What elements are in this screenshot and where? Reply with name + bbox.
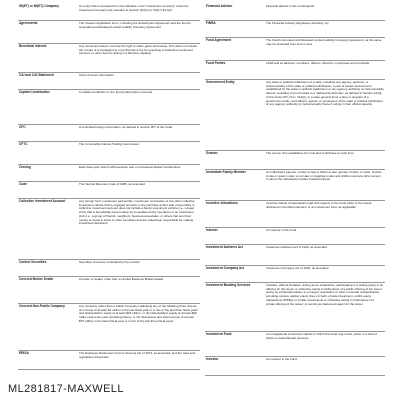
- definition-row: [205, 61, 385, 80]
- definition-row: [18, 73, 200, 90]
- definition-row: [205, 266, 385, 283]
- definition-term: Closing: [19, 165, 31, 169]
- definition-row: [18, 351, 200, 370]
- bates-number: ML281817-MAXWELL: [8, 383, 124, 395]
- definition-term: Covered Broker Dealer: [19, 277, 54, 281]
- definition-term: Investment Advisers Act: [206, 245, 243, 249]
- definition-text: A controlled foreign corporation, as defined in Section 957 of the Code: [79, 125, 173, 129]
- definition-text: The person who establishes the trust and contributes to such trust: [266, 151, 354, 155]
- definition-term: Investment Banking Services: [206, 283, 251, 287]
- definition-term: Agreements: [19, 21, 38, 25]
- definition-text: An individual's parents, mother-in-law or father-in-law, spouse, brother or sister, brother-in-law or sister-in-law, son-in-law or daughter-in-law and children and any other person to whom the individual provides material support: [266, 170, 383, 182]
- definition-row: [205, 245, 385, 266]
- definition-row: [205, 357, 385, 376]
- definition-text: A capital contribution in the Fund (subscription amount): [79, 90, 153, 94]
- definition-text: An investor in the Fund: [266, 357, 297, 361]
- definition-text: The Fund's Amended and Restated Limited Liability Company Agreement, as the same may be amended from time to time: [266, 38, 382, 46]
- definition-term: CAI and CAI Statement: [19, 73, 54, 77]
- definitions-column-left: [18, 4, 200, 370]
- definition-term: Investor: [206, 357, 219, 361]
- definition-text: An entity that is excepted from the definition of an "investment company" under the Investment Company Act pursuant to Section 3(c)(1) or 3(c)(7) thereof: [79, 4, 189, 12]
- definition-row: [205, 80, 385, 151]
- definition-term: Control Securities: [19, 260, 47, 264]
- definition-term: ERISA: [19, 351, 29, 355]
- definition-term: Financial Advisor: [206, 4, 233, 8]
- definition-text: The Internal Revenue Code of 1986, as amended: [79, 182, 145, 186]
- definition-text: Includes, without limitation, acting as an underwriter, participating in a selling group in an offering for the issuer or otherwise acting in furtherance of a public offering of the issuer; acting as a financial adviser in a merger, acquisition or other corporate reorganization; providing venture capital, equity lines of credit, private investment, public equity transactions (PIPEs) or similar investments or otherwise acting in furtherance of a private offering of the issuer; or serving as placement agent for the issuer: [266, 283, 384, 306]
- definition-row: [18, 44, 200, 73]
- definition-row: [205, 151, 385, 170]
- definition-term: Grantor: [206, 151, 218, 155]
- definition-row: [205, 170, 385, 201]
- definition-row: [18, 125, 200, 142]
- definition-text: Incentive-based compensation paid with respect to the Fund (refer to the extent disclosed in the Memorandum) or an investment fund, as applicable: [266, 201, 372, 209]
- definition-row: [205, 38, 385, 61]
- definition-text: Investment Advisers Act of 1940, as amended: [266, 245, 327, 249]
- definition-term: Fund Parties: [206, 61, 226, 65]
- definition-row: [205, 228, 385, 245]
- definition-term: CFC: [19, 125, 26, 129]
- definition-text: LRIIA and its advisors, members, officers, directors, employees and principals: [266, 61, 370, 65]
- definition-term: Beneficial Interest: [19, 44, 47, 48]
- definition-row: [18, 182, 200, 199]
- definition-text: The Employee Retirement Income Security Act of 1974, as amended, and the rules and regulations thereunder: [79, 351, 196, 359]
- definition-text: A broker or dealer, other than a Limited Business Broker-Dealer: [79, 277, 164, 281]
- definition-term: Code: [19, 182, 27, 186]
- definition-row: [205, 201, 385, 228]
- definition-term: Covered Non-Public Company: [19, 304, 65, 308]
- definition-text: The Investor Application Form, including the Subscription Agreement and the Fund's Amended and Restated Limited Liability Company Agreement: [79, 21, 191, 29]
- definition-text: The Financial Industry Regulatory Authority, Inc.: [266, 21, 330, 25]
- definition-text: Securities of issuers controlled by the investor: [79, 260, 141, 264]
- definition-term: Capital Contribution: [19, 90, 50, 94]
- definition-text: Any state or political subdivision of a state, including any agency, authority, or instrumentality of the state or political subdivision; a pool of assets sponsored or established by the state or political subdivision or any agency, authority or instrumentality thereof, including, but not limited to a "defined benefit plan" as defined in Section 414(j) of the Code (26 U.S.C. 414(j)), or a state general fund; a plan or program of a government entity; and officers, agents, or employees of the state or political subdivision or any agency, authority or instrumentality thereof, acting in their official capacity: [266, 80, 384, 107]
- definition-row: [18, 165, 200, 182]
- definition-term: Immediate Family Member: [206, 170, 246, 174]
- definition-term: Investment Fund: [206, 332, 232, 336]
- definition-term: FINRA: [206, 21, 216, 25]
- definition-row: [18, 260, 200, 277]
- definition-text: Investment Company Act of 1940, as amended: [266, 266, 329, 270]
- definition-row: [18, 304, 200, 351]
- definition-row: [205, 283, 385, 332]
- definition-text: Financial advisor to the undersigned: [266, 4, 315, 8]
- definition-term: Fund Agreement: [206, 38, 232, 42]
- definition-term: Government Entity: [206, 80, 235, 84]
- definition-text: Any foreign fund, investment partnership, investment corporation or any other collective investment vehicle that is engaged primarily in the purchase and/or sale of securities. A collective investment account does not include a family investment vehicle (i.e., a legal entity that is beneficially owned solely by immediate family members) or an investment club (i.e., a group of friends, neighbors, business associates, or others that pool their money to invest in stock or other securities and are collectively responsible for making investment decisions): [79, 199, 195, 226]
- definition-text: Any economic interest, such as the right to share gains and losses. This does not include the receipt of a management or performance fee for operating a Collective Investment Account, or other fees for acting in a fiduciary capacity: [79, 44, 198, 56]
- definition-term: Interest: [206, 228, 218, 232]
- definition-row: [18, 21, 200, 44]
- definition-row: [18, 199, 200, 260]
- definition-row: [205, 332, 385, 357]
- definition-text: An unregistered investment vehicle in which the Fund may invest, either in a fund of funds or master/feeder structure: [266, 332, 378, 340]
- definition-term: Collective Investment Account: [19, 199, 66, 203]
- definition-term: Incentive Allocations: [206, 201, 238, 205]
- definition-text: Each date upon which LRIIA accepts new or increased Capital Contributions: [79, 165, 181, 169]
- definition-term: Investment Company Act: [206, 266, 245, 270]
- definition-text: The Commodity Futures Trading Commission: [79, 142, 140, 146]
- definition-row: [205, 21, 385, 38]
- definition-text: An interest in the Fund: [266, 228, 297, 232]
- definition-row: [18, 142, 200, 165]
- definition-row: [205, 4, 385, 21]
- definition-term: 80(ET) or 80(ET) Company: [19, 4, 59, 8]
- definition-row: [18, 4, 200, 21]
- definition-text: Client Account Information: [79, 73, 115, 77]
- definition-term: CFTC: [19, 142, 28, 146]
- definition-row: [18, 90, 200, 125]
- definition-row: [18, 277, 200, 304]
- definition-text: Any company (other than a Public Company) satisfying any of the following three criteria: (1) income of at least $1 million in the last fiscal year or in two of the last three fiscal years and shareholders' equity of at least $15 million; or (2) shareholders' equity of at least $30 million and a two-year operating history; or (3) total assets and total revenue of at least $75 million in the latest fiscal year or in two of the last three fiscal years: [79, 304, 199, 323]
- definitions-column-right: [205, 4, 385, 376]
